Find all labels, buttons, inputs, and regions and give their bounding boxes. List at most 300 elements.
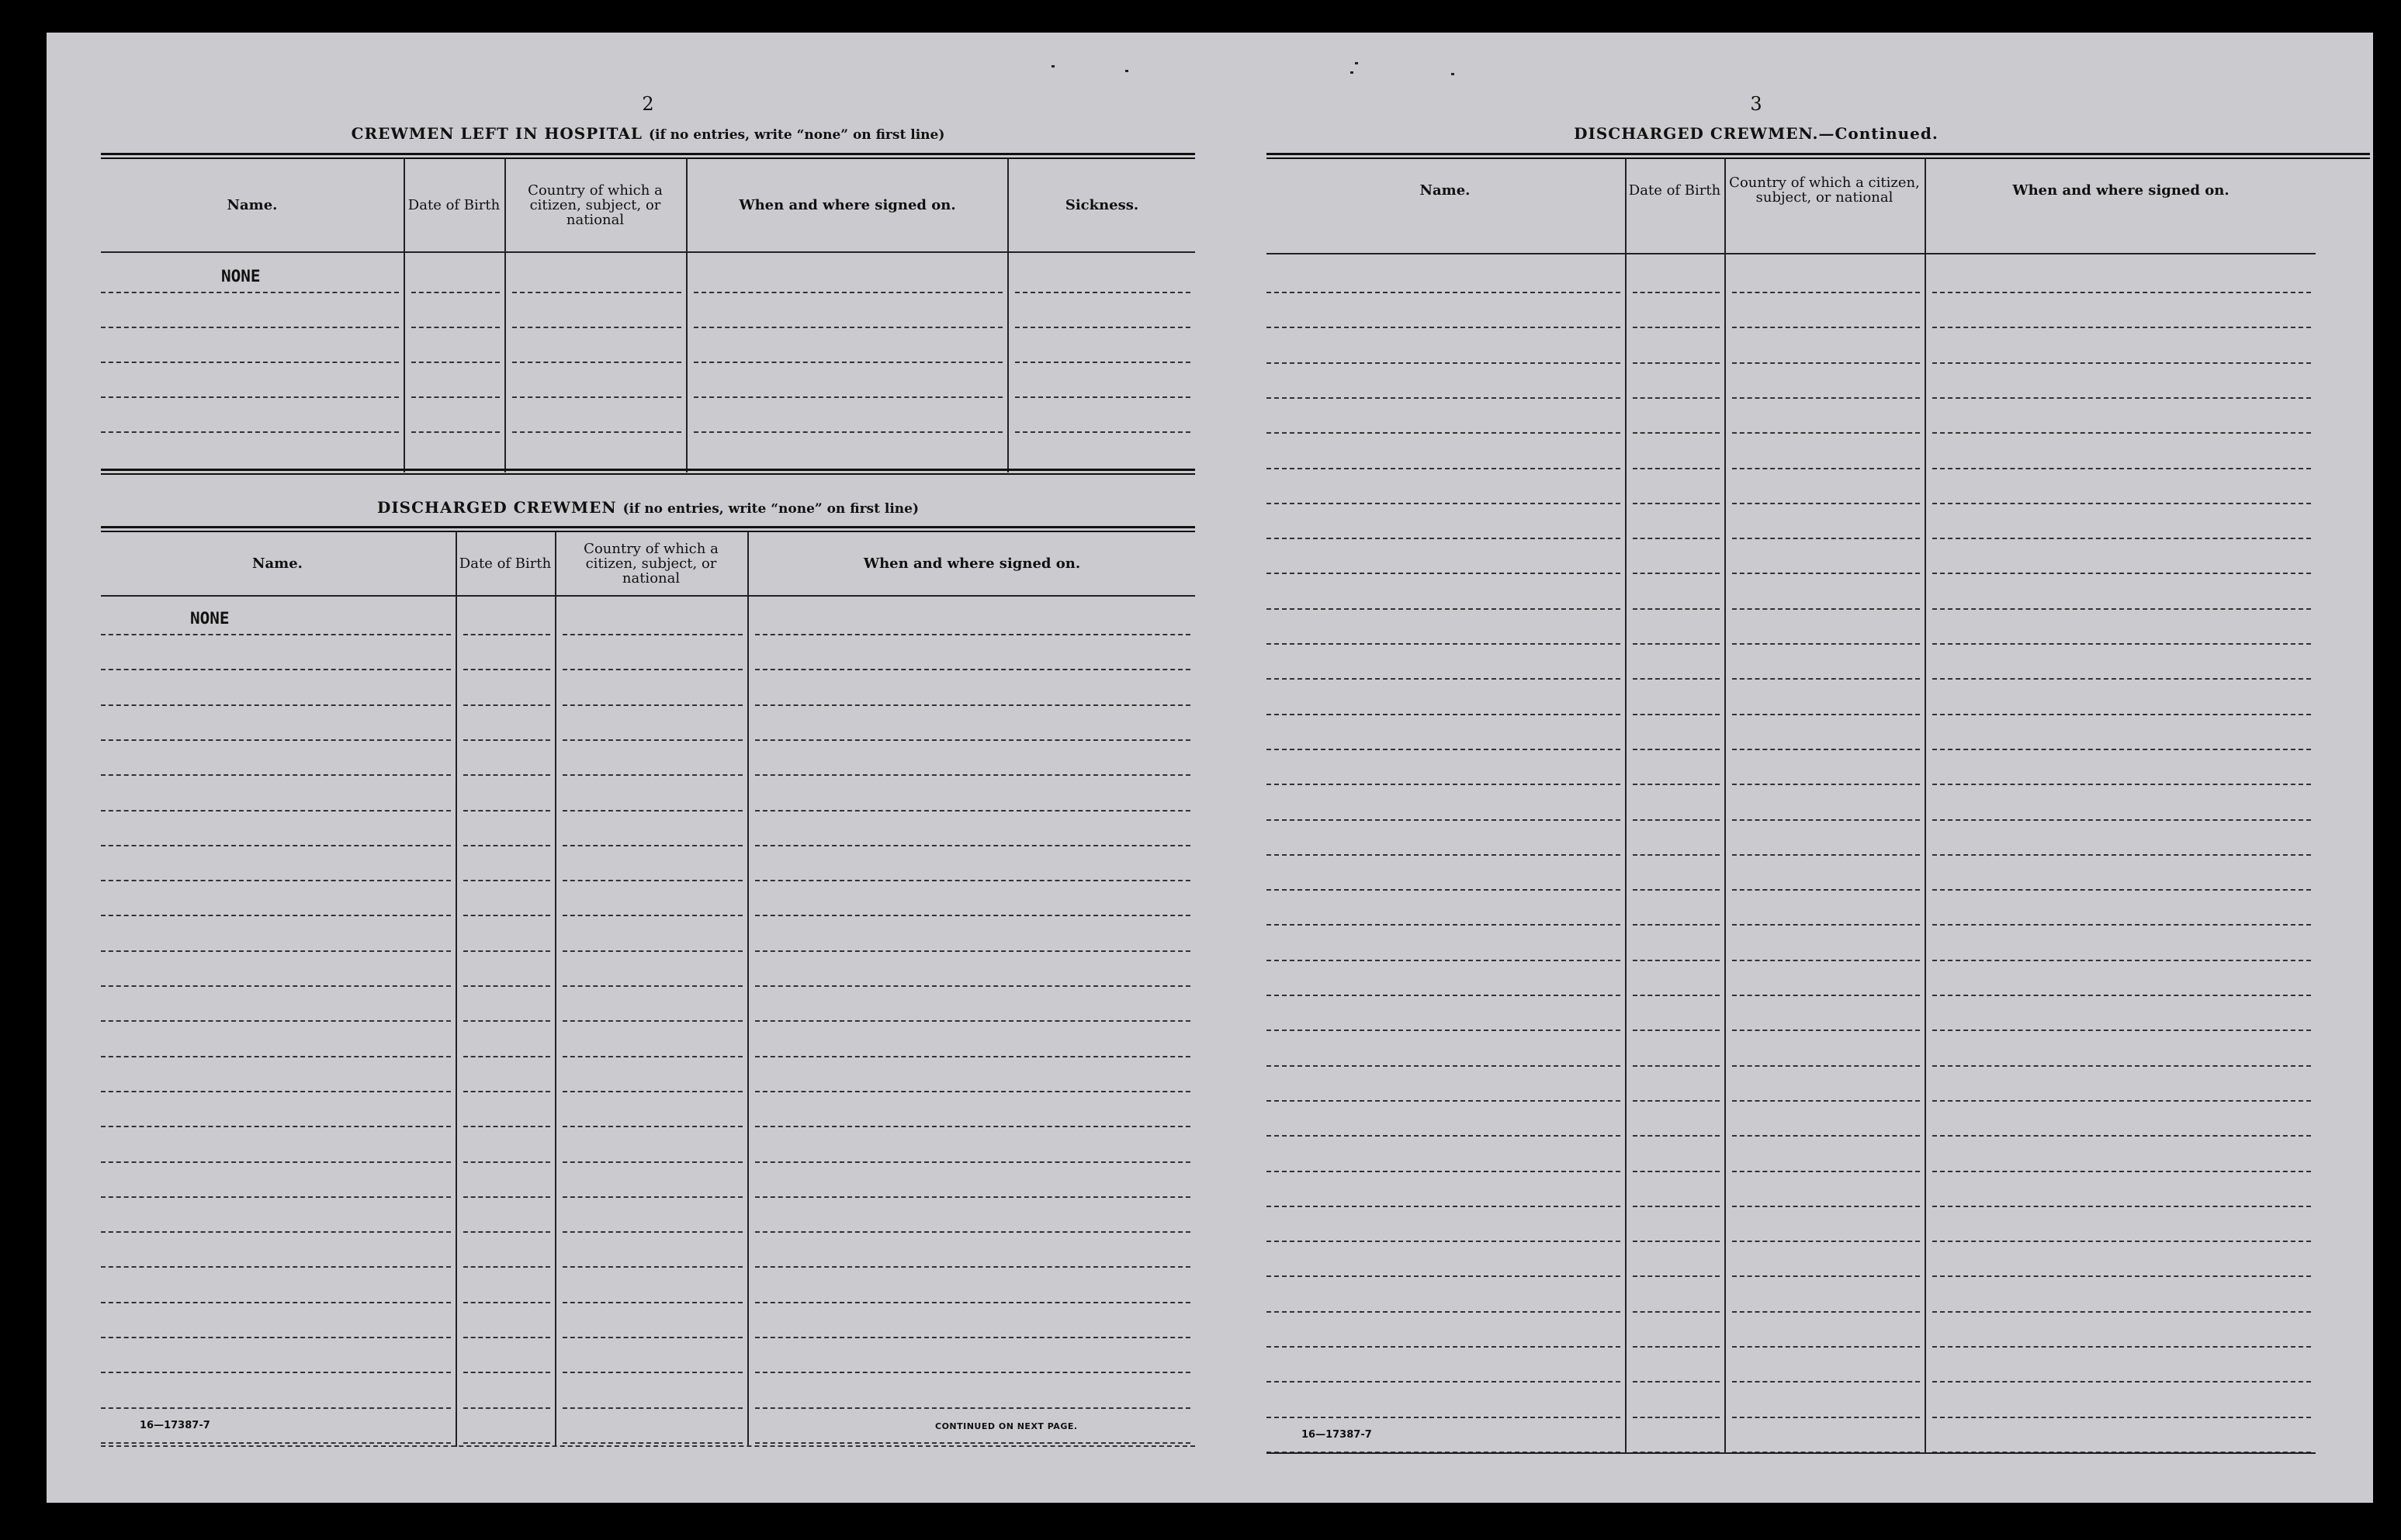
entry-line (563, 915, 743, 916)
entry-line (1732, 1030, 1920, 1031)
entry-line (463, 739, 550, 741)
entry-line (1732, 538, 1920, 539)
entry-line (1633, 678, 1720, 680)
entry-line (1266, 714, 1620, 715)
entry-line (463, 774, 550, 776)
entry-line (563, 1337, 743, 1338)
entry-line (1266, 538, 1620, 539)
entry-line (1732, 1065, 1920, 1067)
entry-line (1932, 468, 2311, 469)
entry-line (755, 1091, 1190, 1092)
header-rule (101, 251, 1195, 253)
right-col-date-of-birth: Date of Birth (1628, 182, 1721, 199)
entry-line (755, 1407, 1190, 1409)
entry-line (1732, 362, 1920, 364)
entry-line (755, 1442, 1190, 1444)
entry-line (1266, 1030, 1620, 1031)
entry-line (1266, 468, 1620, 469)
entry-line (755, 774, 1190, 776)
entry-line (1932, 854, 2311, 856)
entry-line (101, 880, 451, 881)
hospital-col-name: Name. (227, 196, 278, 213)
entry-line (463, 845, 550, 846)
entry-line (1633, 432, 1720, 434)
entry-line (694, 292, 1003, 293)
entry-line (1932, 362, 2311, 364)
entry-line (101, 985, 451, 987)
continued-note: CONTINUED ON NEXT PAGE. (935, 1421, 1078, 1431)
entry-line (463, 1442, 550, 1444)
entry-line (101, 1407, 451, 1409)
entry-line (411, 431, 500, 433)
entry-line (1633, 1311, 1720, 1313)
entry-line (101, 950, 451, 952)
entry-line (1015, 362, 1190, 363)
entry-line (1266, 960, 1620, 961)
entry-line (563, 1056, 743, 1057)
entry-line (1633, 784, 1720, 785)
entry-line (755, 915, 1190, 916)
entry-line (463, 1337, 550, 1338)
entry-line (1732, 889, 1920, 891)
entry-line (1932, 1241, 2311, 1242)
entry-line (1732, 432, 1920, 434)
entry-line (1633, 397, 1720, 399)
entry-line (1732, 397, 1920, 399)
entry-line (1732, 1417, 1920, 1418)
entry-line (1732, 573, 1920, 574)
entry-line (101, 1266, 451, 1268)
entry-line (755, 810, 1190, 812)
entry-line (463, 1126, 550, 1127)
table-bottom-rule (101, 1445, 1195, 1447)
entry-line (512, 292, 681, 293)
entry-line (463, 1407, 550, 1409)
entry-line (1732, 819, 1920, 821)
entry-line (1266, 503, 1620, 504)
entry-line (1932, 327, 2311, 328)
hospital-bottom-rule (101, 469, 1195, 475)
entry-line (1932, 538, 2311, 539)
entry-line (1266, 643, 1620, 645)
entry-line (1732, 503, 1920, 504)
entry-line (101, 396, 399, 398)
discharged-col-signed-on: When and where signed on. (863, 555, 1081, 572)
entry-line (1932, 924, 2311, 926)
hospital-title-text: CREWMEN LEFT IN HOSPITAL (351, 124, 643, 143)
entry-line (1732, 1346, 1920, 1348)
entry-line (1633, 1065, 1720, 1067)
entry-line (1932, 678, 2311, 680)
entry-line (463, 950, 550, 952)
entry-line (1266, 995, 1620, 996)
entry-line (101, 1302, 451, 1303)
entry-line (101, 1056, 451, 1057)
entry-line (1633, 1030, 1720, 1031)
entry-line (1633, 1346, 1720, 1348)
entry-line (1732, 678, 1920, 680)
entry-line (694, 362, 1003, 363)
entry-line (1932, 1135, 2311, 1137)
entry-line (1266, 1417, 1620, 1418)
entry-line (1932, 889, 2311, 891)
entry-line (512, 431, 681, 433)
scanned-sheet (47, 33, 2373, 1503)
entry-line (563, 1196, 743, 1198)
entry-line (755, 634, 1190, 635)
entry-line (1266, 819, 1620, 821)
entry-line (755, 1126, 1190, 1127)
entry-line (463, 1091, 550, 1092)
entry-line (1932, 432, 2311, 434)
entry-line (1732, 714, 1920, 715)
column-divider (555, 531, 556, 1447)
entry-line (101, 1161, 451, 1163)
entry-line (512, 396, 681, 398)
entry-line (755, 739, 1190, 741)
discharged-instruction: (if no entries, write “none” on first line) (622, 501, 920, 517)
entry-line (512, 362, 681, 363)
hospital-first-entry: NONE (221, 267, 261, 286)
entry-line (1266, 1206, 1620, 1207)
entry-line (101, 1442, 451, 1444)
entry-line (1266, 608, 1620, 610)
entry-line (1633, 854, 1720, 856)
entry-line (1732, 1311, 1920, 1313)
entry-line (1633, 714, 1720, 715)
hospital-col-country: Country of which a citizen, subject, or national (528, 182, 663, 228)
entry-line (1266, 1135, 1620, 1137)
hospital-instruction: (if no entries, write “none” on first line) (648, 127, 945, 143)
form-code: 16—17387-7 (140, 1420, 210, 1431)
entry-line (463, 1056, 550, 1057)
entry-line (563, 1372, 743, 1373)
entry-line (1633, 924, 1720, 926)
entry-line (755, 1020, 1190, 1022)
entry-line (101, 739, 451, 741)
entry-line (1266, 432, 1620, 434)
entry-line (563, 1266, 743, 1268)
entry-line (101, 810, 451, 812)
entry-line (1633, 643, 1720, 645)
entry-line (755, 1337, 1190, 1338)
entry-line (1633, 468, 1720, 469)
column-divider (686, 158, 688, 472)
entry-line (563, 1126, 743, 1127)
entry-line (1266, 854, 1620, 856)
entry-line (563, 985, 743, 987)
entry-line (463, 1161, 550, 1163)
entry-line (1932, 1381, 2311, 1383)
entry-line (101, 915, 451, 916)
entry-line (1633, 1275, 1720, 1277)
entry-line (101, 431, 399, 433)
entry-line (755, 669, 1190, 670)
column-divider (1625, 158, 1627, 1454)
entry-line (463, 1372, 550, 1373)
entry-line (411, 396, 500, 398)
entry-line (1015, 396, 1190, 398)
entry-line (1266, 1275, 1620, 1277)
scan-speck (1355, 62, 1358, 64)
entry-line (1932, 503, 2311, 504)
entry-line (1266, 784, 1620, 785)
entry-line (755, 704, 1190, 706)
entry-line (1732, 1275, 1920, 1277)
entry-line (1266, 1100, 1620, 1102)
scan-speck (1052, 65, 1055, 67)
entry-line (1732, 468, 1920, 469)
entry-line (1633, 503, 1720, 504)
entry-line (1633, 292, 1720, 293)
entry-line (1266, 397, 1620, 399)
entry-line (563, 774, 743, 776)
entry-line (563, 1302, 743, 1303)
scan-speck (1451, 73, 1454, 75)
entry-line (463, 985, 550, 987)
page-number: 2 (642, 93, 654, 115)
discharged-title-text: DISCHARGED CREWMEN (376, 498, 617, 517)
entry-line (411, 327, 500, 328)
entry-line (1015, 431, 1190, 433)
entry-line (1633, 573, 1720, 574)
entry-line (1932, 1171, 2311, 1172)
entry-line (1266, 327, 1620, 328)
entry-line (1932, 643, 2311, 645)
entry-line (755, 1196, 1190, 1198)
entry-line (1732, 608, 1920, 610)
entry-line (411, 362, 500, 363)
hospital-col-signed-on: When and where signed on. (739, 196, 956, 213)
column-divider (404, 158, 405, 472)
entry-line (1633, 362, 1720, 364)
entry-line (1932, 1065, 2311, 1067)
entry-line (1266, 749, 1620, 750)
entry-line (1732, 784, 1920, 785)
table-bottom-rule (1266, 1452, 2316, 1454)
entry-line (1932, 714, 2311, 715)
entry-line (1266, 1381, 1620, 1383)
entry-line (463, 810, 550, 812)
entry-line (1266, 1346, 1620, 1348)
entry-line (755, 1056, 1190, 1057)
entry-line (512, 327, 681, 328)
entry-line (694, 431, 1003, 433)
entry-line (1932, 819, 2311, 821)
entry-line (463, 1231, 550, 1233)
column-divider (747, 531, 749, 1447)
discharged-first-entry: NONE (190, 609, 230, 628)
entry-line (1633, 1241, 1720, 1242)
entry-line (755, 950, 1190, 952)
entry-line (1932, 1346, 2311, 1348)
entry-line (1633, 995, 1720, 996)
entry-line (1633, 749, 1720, 750)
entry-line (1932, 292, 2311, 293)
column-divider (1007, 158, 1009, 472)
hospital-section-title (101, 124, 1195, 143)
entry-line (1266, 924, 1620, 926)
entry-line (463, 669, 550, 670)
entry-line (563, 1442, 743, 1444)
hospital-col-date-of-birth: Date of Birth (407, 196, 501, 213)
column-divider (1724, 158, 1726, 1454)
entry-line (411, 292, 500, 293)
entry-line (1633, 327, 1720, 328)
entry-line (563, 1020, 743, 1022)
entry-line (1732, 749, 1920, 750)
discharged-col-name: Name. (252, 555, 303, 572)
entry-line (1932, 397, 2311, 399)
discharged-table (101, 531, 1195, 1447)
entry-line (755, 845, 1190, 846)
entry-line (1932, 960, 2311, 961)
entry-line (1266, 362, 1620, 364)
entry-line (1932, 1311, 2311, 1313)
entry-line (1633, 960, 1720, 961)
column-divider (504, 158, 506, 472)
column-divider (1925, 158, 1926, 1454)
entry-line (101, 1372, 451, 1373)
entry-line (1633, 1417, 1720, 1418)
entry-line (1932, 1206, 2311, 1207)
column-divider (456, 531, 457, 1447)
entry-line (1633, 538, 1720, 539)
entry-line (463, 634, 550, 635)
entry-line (1932, 784, 2311, 785)
entry-line (463, 915, 550, 916)
entry-line (1015, 327, 1190, 328)
entry-line (101, 1020, 451, 1022)
entry-line (101, 292, 399, 293)
entry-line (1732, 643, 1920, 645)
entry-line (101, 362, 399, 363)
entry-line (1732, 924, 1920, 926)
entry-line (563, 739, 743, 741)
entry-line (1932, 749, 2311, 750)
entry-line (563, 950, 743, 952)
entry-line (755, 1266, 1190, 1268)
discharged-col-country: Country of which a citizen, subject, or national (584, 540, 719, 587)
entry-line (1266, 889, 1620, 891)
entry-line (463, 1266, 550, 1268)
header-rule (1266, 253, 2316, 254)
entry-line (1732, 292, 1920, 293)
entry-line (563, 669, 743, 670)
discharged-section-title (101, 498, 1195, 517)
entry-line (463, 1020, 550, 1022)
entry-line (101, 1126, 451, 1127)
entry-line (1732, 1206, 1920, 1207)
right-col-country: Country of which a citizen, subject, or national (1729, 175, 1920, 206)
scan-speck (1350, 71, 1353, 74)
discharged-continued-table (1266, 158, 2370, 1454)
entry-line (1732, 1171, 1920, 1172)
entry-line (101, 1231, 451, 1233)
entry-line (1266, 1311, 1620, 1313)
entry-line (1266, 1241, 1620, 1242)
entry-line (563, 1161, 743, 1163)
entry-line (694, 396, 1003, 398)
entry-line (101, 634, 451, 635)
entry-line (563, 704, 743, 706)
entry-line (1932, 1275, 2311, 1277)
entry-line (563, 810, 743, 812)
entry-line (563, 1407, 743, 1409)
entry-line (1732, 1241, 1920, 1242)
entry-line (1932, 1417, 2311, 1418)
entry-line (101, 1196, 451, 1198)
entry-line (563, 880, 743, 881)
entry-line (463, 1302, 550, 1303)
entry-line (1932, 995, 2311, 996)
entry-line (101, 669, 451, 670)
form-code: 16—17387-7 (1301, 1429, 1372, 1441)
entry-line (694, 327, 1003, 328)
entry-line (563, 1091, 743, 1092)
entry-line (1633, 1100, 1720, 1102)
entry-line (1015, 292, 1190, 293)
entry-line (1266, 1171, 1620, 1172)
entry-line (101, 704, 451, 706)
right-col-signed-on: When and where signed on. (2012, 182, 2230, 199)
page-number: 3 (1750, 93, 1762, 115)
hospital-table (101, 158, 1195, 472)
entry-line (1732, 1135, 1920, 1137)
entry-line (1932, 573, 2311, 574)
entry-line (755, 1302, 1190, 1303)
entry-line (1633, 1206, 1720, 1207)
entry-line (101, 1091, 451, 1092)
entry-line (1266, 573, 1620, 574)
entry-line (463, 880, 550, 881)
scan-speck (1125, 70, 1128, 72)
entry-line (563, 634, 743, 635)
right-col-name: Name. (1419, 182, 1471, 199)
entry-line (1732, 1381, 1920, 1383)
entry-line (1633, 1135, 1720, 1137)
entry-line (1732, 960, 1920, 961)
entry-line (1633, 889, 1720, 891)
hospital-col-sickness: Sickness. (1065, 196, 1139, 213)
entry-line (755, 880, 1190, 881)
entry-line (1932, 1030, 2311, 1031)
entry-line (1266, 1065, 1620, 1067)
header-rule (101, 595, 1195, 597)
entry-line (1732, 327, 1920, 328)
entry-line (1932, 1100, 2311, 1102)
entry-line (563, 1231, 743, 1233)
discharged-col-date-of-birth: Date of Birth (459, 555, 552, 572)
entry-line (755, 1161, 1190, 1163)
entry-line (755, 985, 1190, 987)
entry-line (1633, 608, 1720, 610)
entry-line (563, 845, 743, 846)
entry-line (101, 774, 451, 776)
entry-line (1633, 1171, 1720, 1172)
entry-line (1932, 608, 2311, 610)
entry-line (101, 1337, 451, 1338)
entry-line (1732, 1100, 1920, 1102)
entry-line (1732, 995, 1920, 996)
entry-line (101, 327, 399, 328)
entry-line (101, 845, 451, 846)
entry-line (1633, 819, 1720, 821)
right-section-title: DISCHARGED CREWMEN.—Continued. (1574, 124, 1938, 143)
entry-line (755, 1231, 1190, 1233)
entry-line (1266, 292, 1620, 293)
entry-line (755, 1372, 1190, 1373)
